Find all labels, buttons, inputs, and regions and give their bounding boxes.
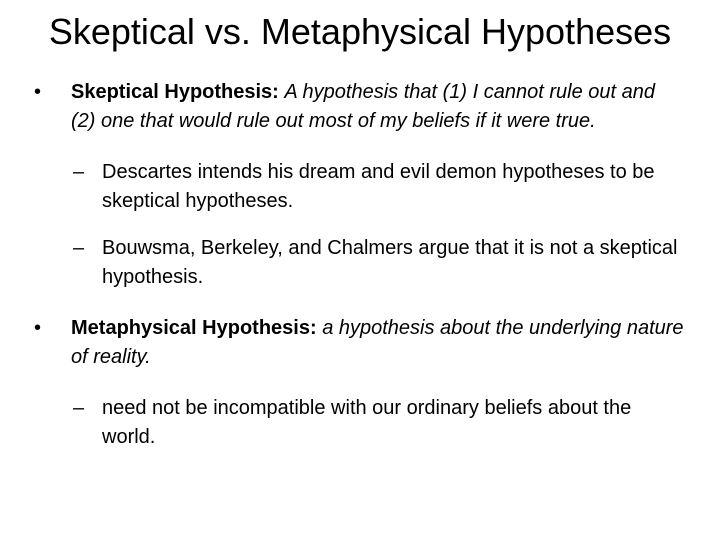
sub-bullet-text: Bouwsma, Berkeley, and Chalmers argue that it is not a skeptical hypothesis.	[102, 237, 678, 288]
sub-bullet-descartes	[34, 158, 684, 216]
bullet-term: Metaphysical Hypothesis:	[71, 317, 317, 339]
bullet-skeptical-hypothesis	[34, 78, 684, 136]
bullet-marker: •	[34, 317, 42, 339]
sub-bullet-marker: –	[73, 161, 85, 183]
bullet-definition: A hypothesis that (1) I cannot rule out and (2) one that would rule out most of my beliefs if it were true.	[71, 81, 656, 132]
bullet-list	[34, 78, 684, 470]
slide-title: Skeptical vs. Metaphysical Hypotheses	[48, 11, 672, 52]
bullet-term: Skeptical Hypothesis:	[71, 81, 279, 103]
sub-bullet-bouwsma	[34, 234, 684, 292]
sub-bullet-text: need not be incompatible with our ordinary beliefs about the world.	[102, 397, 632, 448]
sub-bullet-text: Descartes intends his dream and evil demon hypotheses to be skeptical hypotheses.	[102, 161, 655, 212]
bullet-definition: a hypothesis about the underlying nature of reality.	[71, 317, 684, 368]
sub-bullet-ordinary-beliefs	[34, 394, 684, 452]
bullet-metaphysical-hypothesis	[34, 314, 684, 372]
bullet-marker: •	[34, 81, 42, 103]
sub-bullet-marker: –	[73, 397, 85, 419]
sub-bullet-marker: –	[73, 237, 85, 259]
